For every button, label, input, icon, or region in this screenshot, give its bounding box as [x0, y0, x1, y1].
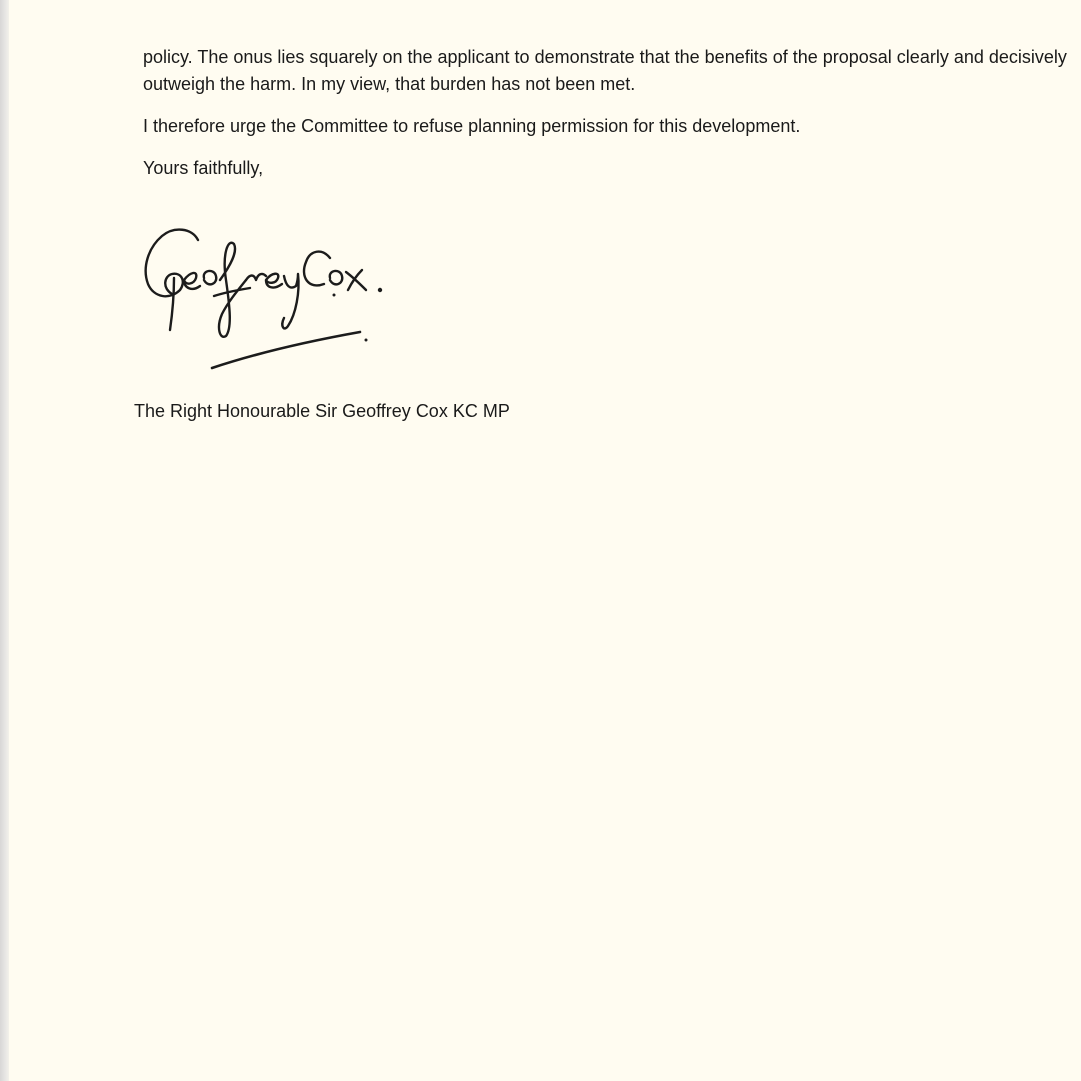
handwritten-signature: [134, 218, 424, 383]
page-edge-shadow: [0, 0, 9, 1081]
closing-salutation: Yours faithfully,: [143, 158, 264, 178]
paragraph-policy: policy. The onus lies squarely on the applicant to demonstrate that the benefits of the proposal clearly and decisively outweigh the harm. In my view, that burden has not been met.: [143, 47, 1067, 94]
signer-name: The Right Honourable Sir Geoffrey Cox KC MP: [134, 401, 510, 421]
letter-page: [9, 0, 1081, 1081]
paragraph-urge-refusal: I therefore urge the Committee to refuse planning permission for this development.: [143, 116, 801, 136]
letter-body: [143, 44, 1068, 197]
